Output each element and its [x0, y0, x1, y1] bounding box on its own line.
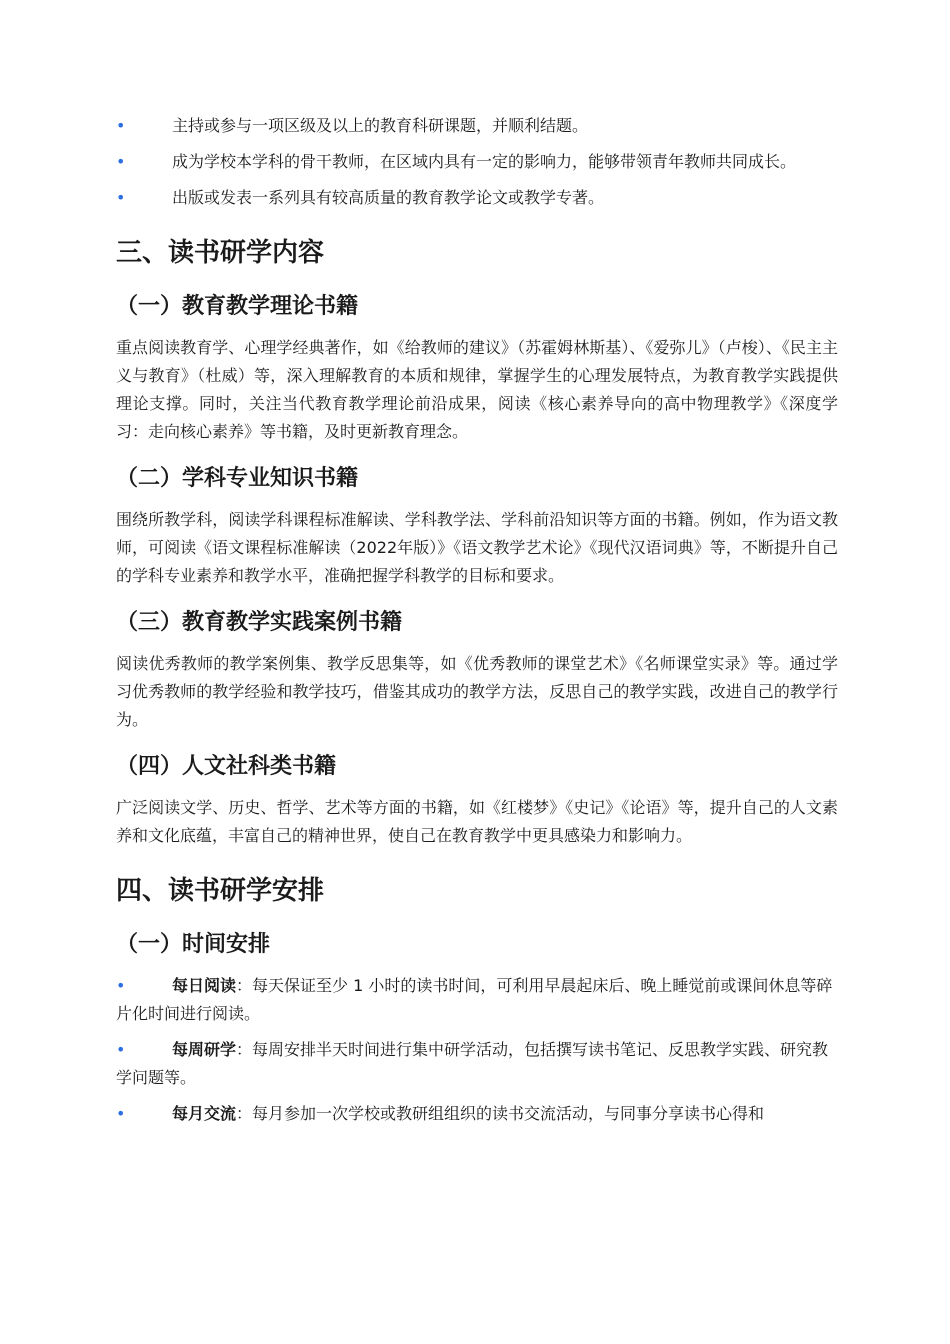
- list-item: • 成为学校本学科的骨干教师，在区域内具有一定的影响力，能够带领青年教师共同成长。: [116, 148, 838, 176]
- list-item: • 每月交流：每月参加一次学校或教研组组织的读书交流活动，与同事分享读书心得和: [116, 1100, 838, 1128]
- list-item: • 每日阅读：每天保证至少 1 小时的读书时间，可利用早晨起床后、晚上睡觉前或课间休息等碎片化时间进行阅读。: [116, 972, 838, 1028]
- item-label: 每周研学: [172, 1040, 237, 1059]
- list-item: • 主持或参与一项区级及以上的教育科研课题，并顺利结题。: [116, 112, 838, 140]
- section-heading: 三、读书研学内容: [116, 238, 325, 268]
- subsection-heading: （二）学科专业知识书籍: [116, 466, 359, 491]
- list-item: • 每周研学：每周安排半天时间进行集中研学活动，包括撰写读书笔记、反思教学实践、研究教学问题等。: [116, 1036, 838, 1092]
- section-heading: 四、读书研学安排: [116, 876, 325, 906]
- paragraph: 广泛阅读文学、历史、哲学、艺术等方面的书籍，如《红楼梦》《史记》《论语》等，提升自己的人文素养和文化底蕴，丰富自己的精神世界，使自己在教育教学中更具感染力和影响力。: [116, 798, 838, 845]
- paragraph: 重点阅读教育学、心理学经典著作，如《给教师的建议》（苏霍姆林斯基）、《爱弥儿》（卢梭）、《民主主义与教育》（杜威）等，深入理解教育的本质和规律，掌握学生的心理发展特点，为教育教学实践提供理论支撑。同时，关注当代教育教学理论前沿成果，阅读《核心素养导向的高中物理教学》《深度学习：走向核心素养》等书籍，及时更新教育理念。: [116, 338, 838, 441]
- bullet-icon: •: [116, 1040, 126, 1059]
- bullet-icon: •: [116, 188, 126, 207]
- bullet-icon: •: [116, 116, 126, 135]
- document-page: [116, 112, 838, 1136]
- bullet-icon: •: [116, 1104, 126, 1123]
- subsection-heading: （四）人文社科类书籍: [116, 754, 337, 779]
- bullet-icon: •: [116, 152, 126, 171]
- subsection-heading: （三）教育教学实践案例书籍: [116, 610, 403, 635]
- item-label: 每月交流: [172, 1104, 237, 1123]
- paragraph: 阅读优秀教师的教学案例集、教学反思集等，如《优秀教师的课堂艺术》《名师课堂实录》等。通过学习优秀教师的教学经验和教学技巧，借鉴其成功的教学方法，反思自己的教学实践，改进自己的教学行为。: [116, 654, 838, 729]
- subsection-heading: （一）教育教学理论书籍: [116, 294, 359, 319]
- item-label: 每日阅读: [172, 976, 237, 995]
- list-item: • 出版或发表一系列具有较高质量的教育教学论文或教学专著。: [116, 184, 838, 212]
- paragraph: 围绕所教学科，阅读学科课程标准解读、学科教学法、学科前沿知识等方面的书籍。例如，作为语文教师，可阅读《语文课程标准解读（2022年版）》《语文教学艺术论》《现代汉语词典》等，不断提升自己的学科专业素养和教学水平，准确把握学科教学的目标和要求。: [116, 510, 838, 585]
- bullet-icon: •: [116, 976, 126, 995]
- subsection-heading: （一）时间安排: [116, 932, 271, 957]
